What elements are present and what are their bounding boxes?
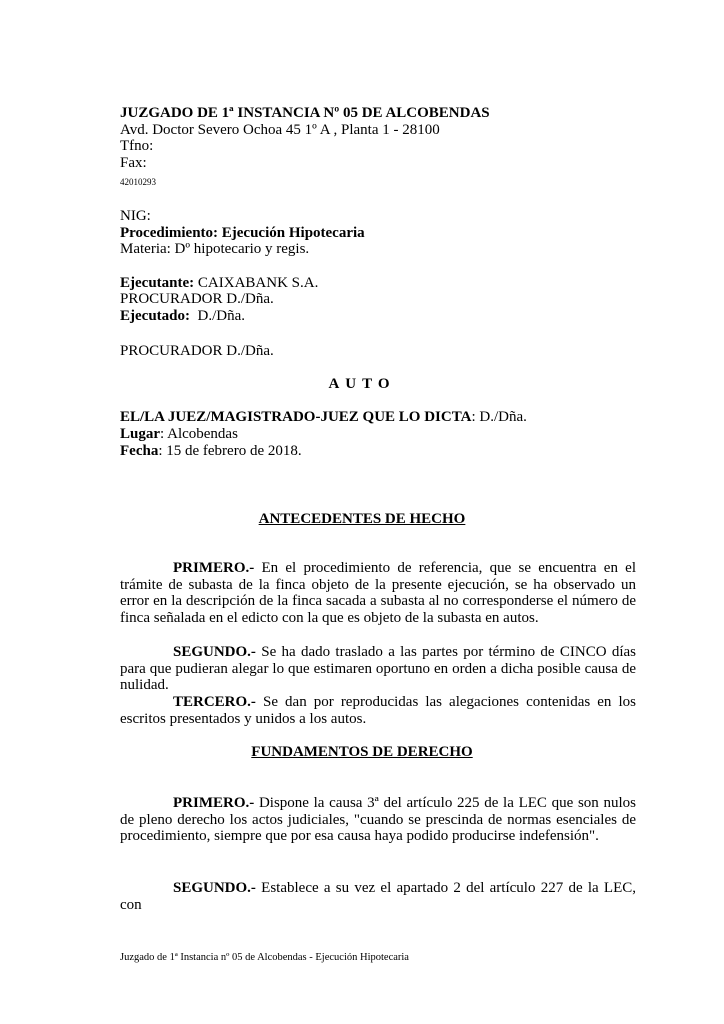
page-footer: Juzgado de 1ª Instancia nº 05 de Alcobendas - Ejecución Hipotecaria [120, 952, 409, 963]
procedure-label: Procedimiento: Ejecución Hipotecaria [120, 225, 365, 241]
place-line [120, 426, 238, 442]
fax-label: Fax: [120, 155, 147, 171]
judge-value: : D./Dña. [471, 409, 527, 425]
court-code: 42010293 [120, 177, 156, 187]
phone-label: Tfno: [120, 138, 154, 154]
executed-label: Ejecutado: [120, 308, 190, 324]
date-label: Fecha [120, 443, 159, 459]
judge-label: EL/LA JUEZ/MAGISTRADO-JUEZ QUE LO DICTA [120, 409, 472, 425]
document-title: AUTO [328, 376, 396, 392]
place-value: : Alcobendas [160, 426, 238, 442]
executed-line [120, 308, 245, 324]
antecedentes-heading: ANTECEDENTES DE HECHO [258, 511, 466, 527]
executant-value: CAIXABANK S.A. [197, 275, 319, 291]
matter-label: Materia: Dº hipotecario y regis. [120, 241, 310, 257]
executant-line [120, 275, 318, 291]
antecedente-2: SEGUNDO.- Se ha dado traslado a las partes por término de CINCO días para que pudieran alegar lo que estimaren oportuno en orden a dicha posible causa de nulidad. [120, 644, 636, 694]
nig-label: NIG: [120, 208, 151, 224]
executed-value: D./Dña. [197, 308, 245, 324]
fundamentos-heading: FUNDAMENTOS DE DERECHO [251, 744, 473, 760]
antecedente-3: TERCERO.- Se dan por reproducidas las alegaciones contenidas en los escritos presentados y unidos a los autos. [120, 694, 636, 727]
date-value: : 15 de febrero de 2018. [158, 443, 302, 459]
court-address: Avd. Doctor Severo Ochoa 45 1º A , Planta 1 - 28100 [120, 122, 440, 138]
judge-line [120, 409, 527, 425]
procurador-1: PROCURADOR D./Dña. [120, 291, 274, 307]
date-line [120, 443, 302, 459]
antecedente-1: PRIMERO.- En el procedimiento de referencia, que se encuentra en el trámite de subasta de la finca objeto de la presente ejecución, se ha observado un error en la descripción de la finca sacada a subasta al no corresponderse el número de finca señalada en el edicto con la que es objeto de la subasta en autos. [120, 560, 636, 626]
fundamento-2: SEGUNDO.- Establece a su vez el apartado 2 del artículo 227 de la LEC, con [120, 880, 636, 913]
executant-label: Ejecutante: [120, 275, 195, 291]
fundamento-1: PRIMERO.- Dispone la causa 3ª del artículo 225 de la LEC que son nulos de pleno derecho los actos judiciales, "cuando se prescinda de normas esenciales de procedimiento, siempre que por esa causa haya podido producirse indefensión". [120, 795, 636, 845]
procurador-2: PROCURADOR D./Dña. [120, 343, 274, 359]
court-name: JUZGADO DE 1ª INSTANCIA Nº 05 DE ALCOBENDAS [120, 105, 490, 121]
place-label: Lugar [120, 426, 161, 442]
